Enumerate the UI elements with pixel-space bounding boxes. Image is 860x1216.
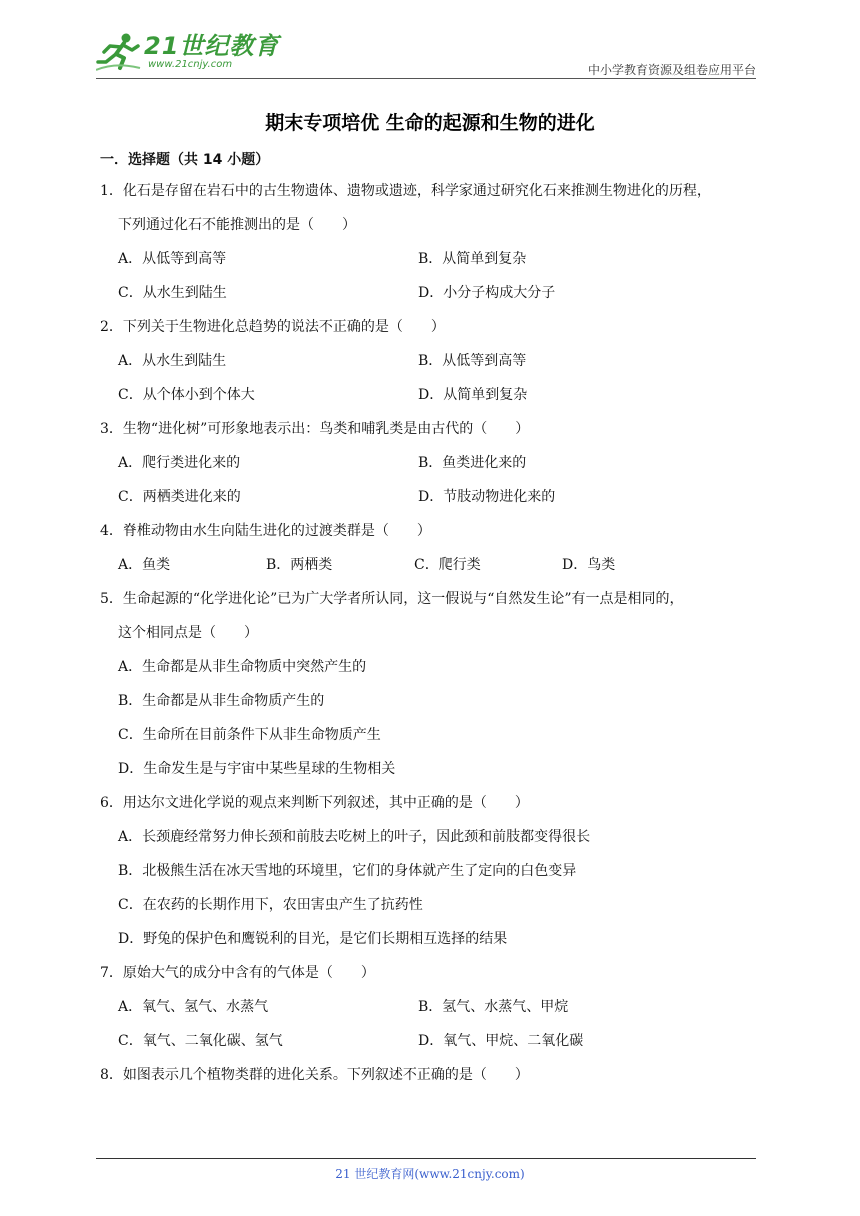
question-stem-continued: 下列通过化石不能推测出的是（ ） (118, 217, 356, 233)
option-c: C．从水生到陆生 (118, 285, 227, 301)
footer-divider (96, 1158, 756, 1159)
question-stem: 1．化石是存留在岩石中的古生物遗体、遗物或遗迹，科学家通过研究化石来推测生物进化的历程， (100, 183, 711, 199)
question (100, 1058, 760, 1092)
option-d: D．小分子构成大分子 (418, 285, 556, 301)
option-b: B．氢气、水蒸气、甲烷 (418, 999, 569, 1015)
option-c: C．爬行类 (414, 557, 481, 573)
question (100, 412, 760, 514)
option-b: B．生命都是从非生命物质产生的 (118, 693, 325, 709)
option-c: C．在农药的长期作用下，农田害虫产生了抗药性 (118, 897, 423, 913)
question-stem: 4．脊椎动物由水生向陆生进化的过渡类群是（ ） (100, 523, 431, 539)
logo (96, 32, 279, 72)
question (100, 514, 760, 582)
option-a: A．从水生到陆生 (118, 353, 227, 369)
question-stem: 2．下列关于生物进化总趋势的说法不正确的是（ ） (100, 319, 445, 335)
option-d: D．生命发生是与宇宙中某些星球的生物相关 (118, 761, 396, 777)
option-b: B．从简单到复杂 (418, 251, 527, 267)
option-d: D．节肢动物进化来的 (418, 489, 556, 505)
logo-sub-text: www.21cnjy.com (148, 59, 233, 70)
option-c: C．从个体小到个体大 (118, 387, 255, 403)
option-d: D．氧气、甲烷、二氧化碳 (418, 1033, 584, 1049)
logo-main-text: 21世纪教育 (144, 32, 280, 60)
option-c: C．两栖类进化来的 (118, 489, 241, 505)
option-b: B．北极熊生活在冰天雪地的环境里，它们的身体就产生了定向的白色变异 (118, 863, 577, 879)
header-divider (96, 78, 756, 79)
question-stem: 7．原始大气的成分中含有的气体是（ ） (100, 965, 375, 981)
option-a: A．爬行类进化来的 (118, 455, 241, 471)
question (100, 174, 760, 310)
option-a: A．生命都是从非生命物质中突然产生的 (118, 659, 367, 675)
section-heading: 一．选择题（共 14 小题） (100, 152, 270, 168)
option-b: B．鱼类进化来的 (418, 455, 527, 471)
option-a: A．鱼类 (118, 557, 171, 573)
option-d: D．野兔的保护色和鹰锐利的目光，是它们长期相互选择的结果 (118, 931, 508, 947)
question (100, 786, 760, 956)
question-stem: 5．生命起源的“化学进化论”已为广大学者所认同，这一假说与“自然发生论”有一点是相同的， (100, 591, 684, 607)
option-d: D．鸟类 (562, 557, 616, 573)
option-b: B．从低等到高等 (418, 353, 527, 369)
question (100, 582, 760, 786)
question-stem: 3．生物“进化树”可形象地表示出：鸟类和哺乳类是由古代的（ ） (100, 421, 530, 437)
option-a: A．从低等到高等 (118, 251, 227, 267)
footer-link[interactable]: 21 世纪教育网(www.21cnjy.com) (335, 1167, 525, 1181)
option-b: B．两栖类 (266, 557, 333, 573)
question (100, 310, 760, 412)
page-header (96, 28, 756, 80)
option-a: A．长颈鹿经常努力伸长颈和前肢去吃树上的叶子，因此颈和前肢都变得很长 (118, 829, 591, 845)
question-list (100, 146, 760, 1092)
question-stem-continued: 这个相同点是（ ） (118, 625, 258, 641)
running-figure-icon (96, 32, 142, 72)
option-c: C．生命所在目前条件下从非生命物质产生 (118, 727, 381, 743)
platform-label: 中小学教育资源及组卷应用平台 (587, 63, 756, 77)
question-stem: 8．如图表示几个植物类群的进化关系。下列叙述不正确的是（ ） (100, 1067, 529, 1083)
question-stem: 6．用达尔文进化学说的观点来判断下列叙述，其中正确的是（ ） (100, 795, 529, 811)
option-c: C．氧气、二氧化碳、氢气 (118, 1033, 283, 1049)
question (100, 956, 760, 1058)
option-d: D．从简单到复杂 (418, 387, 528, 403)
option-a: A．氧气、氢气、水蒸气 (118, 999, 269, 1015)
document-title: 期末专项培优 生命的起源和生物的进化 (265, 112, 595, 134)
